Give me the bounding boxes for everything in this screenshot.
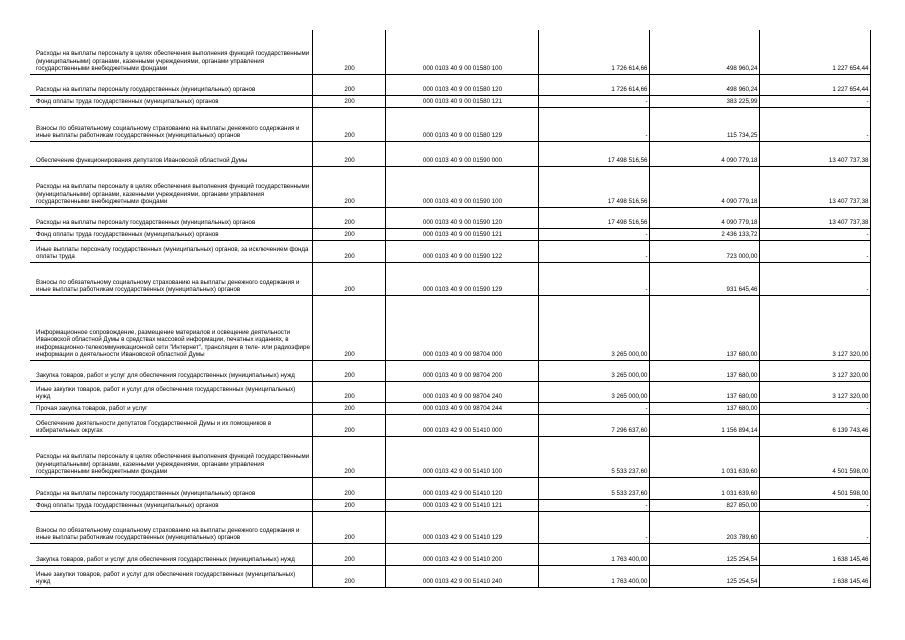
executed-amount: 137 680,00 xyxy=(649,360,759,381)
remaining-amount: - xyxy=(759,228,870,240)
budget-classification-code: 000 0103 40 9 00 01580 120 xyxy=(385,74,538,95)
approved-amount: 1 726 614,66 xyxy=(538,74,649,95)
table-row xyxy=(30,402,870,414)
expense-name: Иные закупки товаров, работ и услуг для обеспечения государственных (муниципальных) нужд xyxy=(30,381,312,402)
remaining-amount: 13 407 737,38 xyxy=(759,166,870,207)
executed-amount: 1 031 639,60 xyxy=(649,436,759,477)
table-row xyxy=(30,499,870,511)
remaining-amount: 3 127 320,00 xyxy=(759,381,870,402)
budget-classification-code: 000 0103 40 9 00 01590 120 xyxy=(385,207,538,228)
executed-amount: 1 031 639,60 xyxy=(649,477,759,499)
budget-classification-code: 000 0103 40 9 00 01590 000 xyxy=(385,141,538,166)
approved-amount: 17 498 516,56 xyxy=(538,166,649,207)
remaining-amount: - xyxy=(759,402,870,414)
table-row xyxy=(30,360,870,381)
expense-name: Закупка товаров, работ и услуг для обеспечения государственных (муниципальных) нужд xyxy=(30,543,312,565)
approved-amount: - xyxy=(538,228,649,240)
approved-amount: 17 498 516,56 xyxy=(538,207,649,228)
executed-amount: 137 680,00 xyxy=(649,295,759,360)
line-code: 200 xyxy=(312,240,385,262)
expense-name: Фонд оплаты труда государственных (муниципальных) органов xyxy=(30,95,312,107)
line-code: 200 xyxy=(312,511,385,543)
expense-name: Расходы на выплаты персоналу государственных (муниципальных) органов xyxy=(30,477,312,499)
expense-name: Расходы на выплаты персоналу государственных (муниципальных) органов xyxy=(30,207,312,228)
table-row xyxy=(30,436,870,477)
executed-amount: 1 156 894,14 xyxy=(649,414,759,436)
budget-classification-code: 000 0103 40 9 00 98704 200 xyxy=(385,360,538,381)
expense-name: Расходы на выплаты персоналу в целях обеспечения выполнения функций государственными (муниципальными) органами, казенными учреждениями, органами управления государственными внебюджетными фондами xyxy=(30,166,312,207)
expense-name: Обеспечение функционирования депутатов Ивановской областной Думы xyxy=(30,141,312,166)
executed-amount: 723 000,00 xyxy=(649,240,759,262)
approved-amount: - xyxy=(538,511,649,543)
remaining-amount: 3 127 320,00 xyxy=(759,360,870,381)
budget-classification-code: 000 0103 42 9 00 51410 100 xyxy=(385,436,538,477)
table-row xyxy=(30,74,870,95)
executed-amount: 827 850,00 xyxy=(649,499,759,511)
expense-name: Расходы на выплаты персоналу в целях обеспечения выполнения функций государственными (муниципальными) органами, казенными учреждениями, органами управления государственными внебюджетными фондами xyxy=(30,436,312,477)
remaining-amount: 4 501 598,00 xyxy=(759,477,870,499)
expense-name: Информационное сопровождение, размещение материалов и освещение деятельности Ивановской областной Думы в средствах массовой информации, печатных изданиях, в информационно-телекоммуникационной сети "Интернет", трансляции в теле- или радиоэфире информации о деятельности Ивановской областной Думы xyxy=(30,295,312,360)
table-row xyxy=(30,107,870,141)
executed-amount: 137 680,00 xyxy=(649,402,759,414)
line-code: 200 xyxy=(312,477,385,499)
expense-name: Закупка товаров, работ и услуг для обеспечения государственных (муниципальных) нужд xyxy=(30,360,312,381)
approved-amount: 5 533 237,60 xyxy=(538,436,649,477)
budget-classification-code: 000 0103 42 9 00 51410 129 xyxy=(385,511,538,543)
line-code: 200 xyxy=(312,228,385,240)
expense-name: Фонд оплаты труда государственных (муниципальных) органов xyxy=(30,499,312,511)
budget-classification-code: 000 0103 40 9 00 01580 121 xyxy=(385,95,538,107)
table-row xyxy=(30,565,870,587)
executed-amount: 498 960,24 xyxy=(649,74,759,95)
table-row xyxy=(30,262,870,295)
executed-amount: 4 090 779,18 xyxy=(649,141,759,166)
line-code: 200 xyxy=(312,565,385,587)
executed-amount: 383 225,99 xyxy=(649,95,759,107)
line-code: 200 xyxy=(312,402,385,414)
executed-amount: 125 254,54 xyxy=(649,565,759,587)
report-page xyxy=(30,30,871,588)
line-code: 200 xyxy=(312,543,385,565)
line-code: 200 xyxy=(312,414,385,436)
budget-classification-code: 000 0103 40 9 00 01590 100 xyxy=(385,166,538,207)
executed-amount: 203 789,60 xyxy=(649,511,759,543)
line-code: 200 xyxy=(312,207,385,228)
budget-classification-code: 000 0103 40 9 00 01590 122 xyxy=(385,240,538,262)
table-row xyxy=(30,207,870,228)
executed-amount: 4 090 779,18 xyxy=(649,207,759,228)
remaining-amount: 1 638 145,46 xyxy=(759,543,870,565)
executed-amount: 125 254,54 xyxy=(649,543,759,565)
table-row xyxy=(30,30,870,74)
budget-classification-code: 000 0103 42 9 00 51410 200 xyxy=(385,543,538,565)
remaining-amount: 3 127 320,00 xyxy=(759,295,870,360)
line-code: 200 xyxy=(312,30,385,74)
approved-amount: 1 726 614,66 xyxy=(538,30,649,74)
expense-name: Фонд оплаты труда государственных (муниципальных) органов xyxy=(30,228,312,240)
approved-amount: - xyxy=(538,95,649,107)
expense-name: Расходы на выплаты персоналу в целях обеспечения выполнения функций государственными (муниципальными) органами, казенными учреждениями, органами управления государственными внебюджетными фондами xyxy=(30,30,312,74)
line-code: 200 xyxy=(312,95,385,107)
remaining-amount: 1 227 654,44 xyxy=(759,74,870,95)
budget-execution-table xyxy=(30,30,871,588)
expense-name: Взносы по обязательному социальному страхованию на выплаты денежного содержания и иные выплаты работникам государственных (муниципальных) органов xyxy=(30,107,312,141)
line-code: 200 xyxy=(312,141,385,166)
table-row xyxy=(30,95,870,107)
approved-amount: 3 265 000,00 xyxy=(538,360,649,381)
remaining-amount: 1 638 145,46 xyxy=(759,565,870,587)
table-row xyxy=(30,295,870,360)
remaining-amount: - xyxy=(759,107,870,141)
approved-amount: - xyxy=(538,240,649,262)
line-code: 200 xyxy=(312,262,385,295)
approved-amount: 3 265 000,00 xyxy=(538,381,649,402)
budget-classification-code: 000 0103 40 9 00 01590 121 xyxy=(385,228,538,240)
expense-name: Взносы по обязательному социальному страхованию на выплаты денежного содержания и иные выплаты работникам государственных (муниципальных) органов xyxy=(30,511,312,543)
remaining-amount: - xyxy=(759,511,870,543)
line-code: 200 xyxy=(312,107,385,141)
budget-classification-code: 000 0103 40 9 00 01580 100 xyxy=(385,30,538,74)
executed-amount: 931 645,46 xyxy=(649,262,759,295)
expense-name: Прочая закупка товаров, работ и услуг xyxy=(30,402,312,414)
approved-amount: 1 763 400,00 xyxy=(538,565,649,587)
budget-classification-code: 000 0103 42 9 00 51410 120 xyxy=(385,477,538,499)
approved-amount: - xyxy=(538,107,649,141)
budget-classification-code: 000 0103 40 9 00 01590 129 xyxy=(385,262,538,295)
approved-amount: - xyxy=(538,402,649,414)
budget-classification-code: 000 0103 40 9 00 98704 240 xyxy=(385,381,538,402)
remaining-amount: - xyxy=(759,95,870,107)
remaining-amount: - xyxy=(759,262,870,295)
line-code: 200 xyxy=(312,381,385,402)
remaining-amount: 4 501 598,00 xyxy=(759,436,870,477)
remaining-amount: - xyxy=(759,240,870,262)
table-row xyxy=(30,381,870,402)
remaining-amount: 1 227 654,44 xyxy=(759,30,870,74)
approved-amount: - xyxy=(538,499,649,511)
budget-classification-code: 000 0103 40 9 00 98704 000 xyxy=(385,295,538,360)
expense-name: Иные закупки товаров, работ и услуг для обеспечения государственных (муниципальных) нужд xyxy=(30,565,312,587)
expense-name: Расходы на выплаты персоналу государственных (муниципальных) органов xyxy=(30,74,312,95)
remaining-amount: 13 407 737,38 xyxy=(759,207,870,228)
budget-classification-code: 000 0103 42 9 00 51410 000 xyxy=(385,414,538,436)
table-row xyxy=(30,477,870,499)
line-code: 200 xyxy=(312,74,385,95)
budget-classification-code: 000 0103 42 9 00 51410 240 xyxy=(385,565,538,587)
line-code: 200 xyxy=(312,360,385,381)
executed-amount: 2 436 133,72 xyxy=(649,228,759,240)
line-code: 200 xyxy=(312,295,385,360)
line-code: 200 xyxy=(312,436,385,477)
approved-amount: 5 533 237,60 xyxy=(538,477,649,499)
expense-name: Иные выплаты персоналу государственных (муниципальных) органов, за исключением фонда оплаты труда xyxy=(30,240,312,262)
table-row xyxy=(30,414,870,436)
remaining-amount: 6 139 743,46 xyxy=(759,414,870,436)
line-code: 200 xyxy=(312,166,385,207)
remaining-amount: 13 407 737,38 xyxy=(759,141,870,166)
executed-amount: 498 960,24 xyxy=(649,30,759,74)
expense-name: Обеспечение деятельности депутатов Государственной Думы и их помощников в избирательных округах xyxy=(30,414,312,436)
executed-amount: 115 734,25 xyxy=(649,107,759,141)
table-row xyxy=(30,543,870,565)
expense-name: Взносы по обязательному социальному страхованию на выплаты денежного содержания и иные выплаты работникам государственных (муниципальных) органов xyxy=(30,262,312,295)
budget-classification-code: 000 0103 40 9 00 98704 244 xyxy=(385,402,538,414)
table-row xyxy=(30,228,870,240)
budget-classification-code: 000 0103 40 9 00 01580 129 xyxy=(385,107,538,141)
table-row xyxy=(30,166,870,207)
approved-amount: 1 763 400,00 xyxy=(538,543,649,565)
budget-classification-code: 000 0103 42 9 00 51410 121 xyxy=(385,499,538,511)
table-row xyxy=(30,511,870,543)
approved-amount: - xyxy=(538,262,649,295)
executed-amount: 4 090 779,18 xyxy=(649,166,759,207)
approved-amount: 7 296 637,60 xyxy=(538,414,649,436)
remaining-amount: - xyxy=(759,499,870,511)
approved-amount: 3 265 000,00 xyxy=(538,295,649,360)
approved-amount: 17 498 516,56 xyxy=(538,141,649,166)
executed-amount: 137 680,00 xyxy=(649,381,759,402)
table-row xyxy=(30,240,870,262)
table-row xyxy=(30,141,870,166)
line-code: 200 xyxy=(312,499,385,511)
